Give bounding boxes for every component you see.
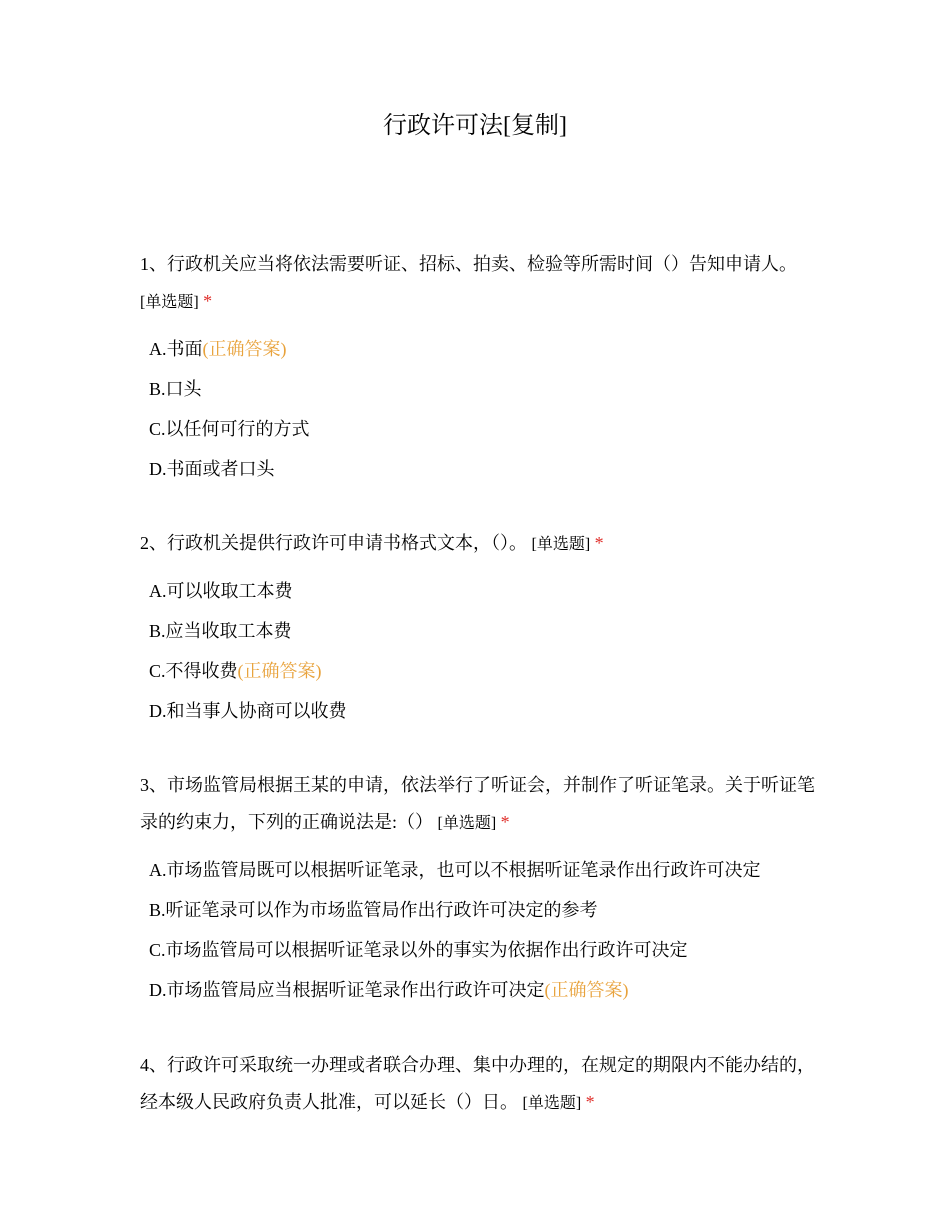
option-label: B.应当收取工本费 <box>149 621 292 641</box>
option-label: B.听证笔录可以作为市场监管局作出行政许可决定的参考 <box>149 900 598 920</box>
option-d[interactable] <box>140 449 820 489</box>
option-c[interactable] <box>140 930 820 970</box>
option-label: D.市场监管局应当根据听证笔录作出行政许可决定 <box>149 980 545 1000</box>
correct-answer-tag: (正确答案) <box>544 980 629 1000</box>
question-text <box>140 246 820 321</box>
option-label: C.市场监管局可以根据听证笔录以外的事实为依据作出行政许可决定 <box>149 940 688 960</box>
option-a[interactable] <box>140 571 820 611</box>
question-4 <box>140 1047 820 1122</box>
option-list <box>140 329 820 489</box>
question-stem: 3、市场监管局根据王某的申请，依法举行了听证会，并制作了听证笔录。关于听证笔录的约束力，下列的正确说法是:（） <box>140 775 815 832</box>
question-type: [单选题] <box>522 1095 582 1112</box>
option-label: D.书面或者口头 <box>149 459 275 479</box>
option-c[interactable] <box>140 651 820 691</box>
option-label: C.不得收费 <box>149 661 238 681</box>
option-label: D.和当事人协商可以收费 <box>149 701 347 721</box>
option-list <box>140 571 820 731</box>
required-mark: * <box>594 533 604 553</box>
required-mark: * <box>500 812 510 832</box>
option-label: A.市场监管局既可以根据听证笔录，也可以不根据听证笔录作出行政许可决定 <box>149 860 761 880</box>
question-stem: 4、行政许可采取统一办理或者联合办理、集中办理的，在规定的期限内不能办结的，经本级人民政府负责人批准，可以延长（）日。 <box>140 1055 815 1112</box>
option-b[interactable] <box>140 611 820 651</box>
option-label: A.可以收取工本费 <box>149 581 293 601</box>
question-1 <box>140 246 820 489</box>
question-stem: 2、行政机关提供行政许可申请书格式文本，（）。 <box>140 533 527 553</box>
question-type: [单选题] <box>140 294 199 311</box>
required-mark: * <box>203 291 213 311</box>
question-type: [单选题] <box>531 536 591 553</box>
option-a[interactable] <box>140 329 820 369</box>
question-text <box>140 767 820 842</box>
option-b[interactable] <box>140 369 820 409</box>
question-text <box>140 525 820 563</box>
option-label: B.口头 <box>149 379 202 399</box>
option-c[interactable] <box>140 409 820 449</box>
option-label: A.书面 <box>149 339 203 359</box>
question-2 <box>140 525 820 731</box>
correct-answer-tag: (正确答案) <box>202 339 287 359</box>
question-stem: 1、行政机关应当将依法需要听证、招标、拍卖、检验等所需时间（）告知申请人。 <box>140 254 797 274</box>
question-type: [单选题] <box>437 815 497 832</box>
option-d[interactable] <box>140 691 820 731</box>
required-mark: * <box>585 1092 595 1112</box>
option-a[interactable] <box>140 850 820 890</box>
question-3 <box>140 767 820 1010</box>
option-d[interactable] <box>140 970 820 1010</box>
page-title: 行政许可法[复制] <box>383 113 567 139</box>
option-list <box>140 850 820 1010</box>
option-label: C.以任何可行的方式 <box>149 419 310 439</box>
option-b[interactable] <box>140 890 820 930</box>
correct-answer-tag: (正确答案) <box>237 661 322 681</box>
question-text <box>140 1047 820 1122</box>
